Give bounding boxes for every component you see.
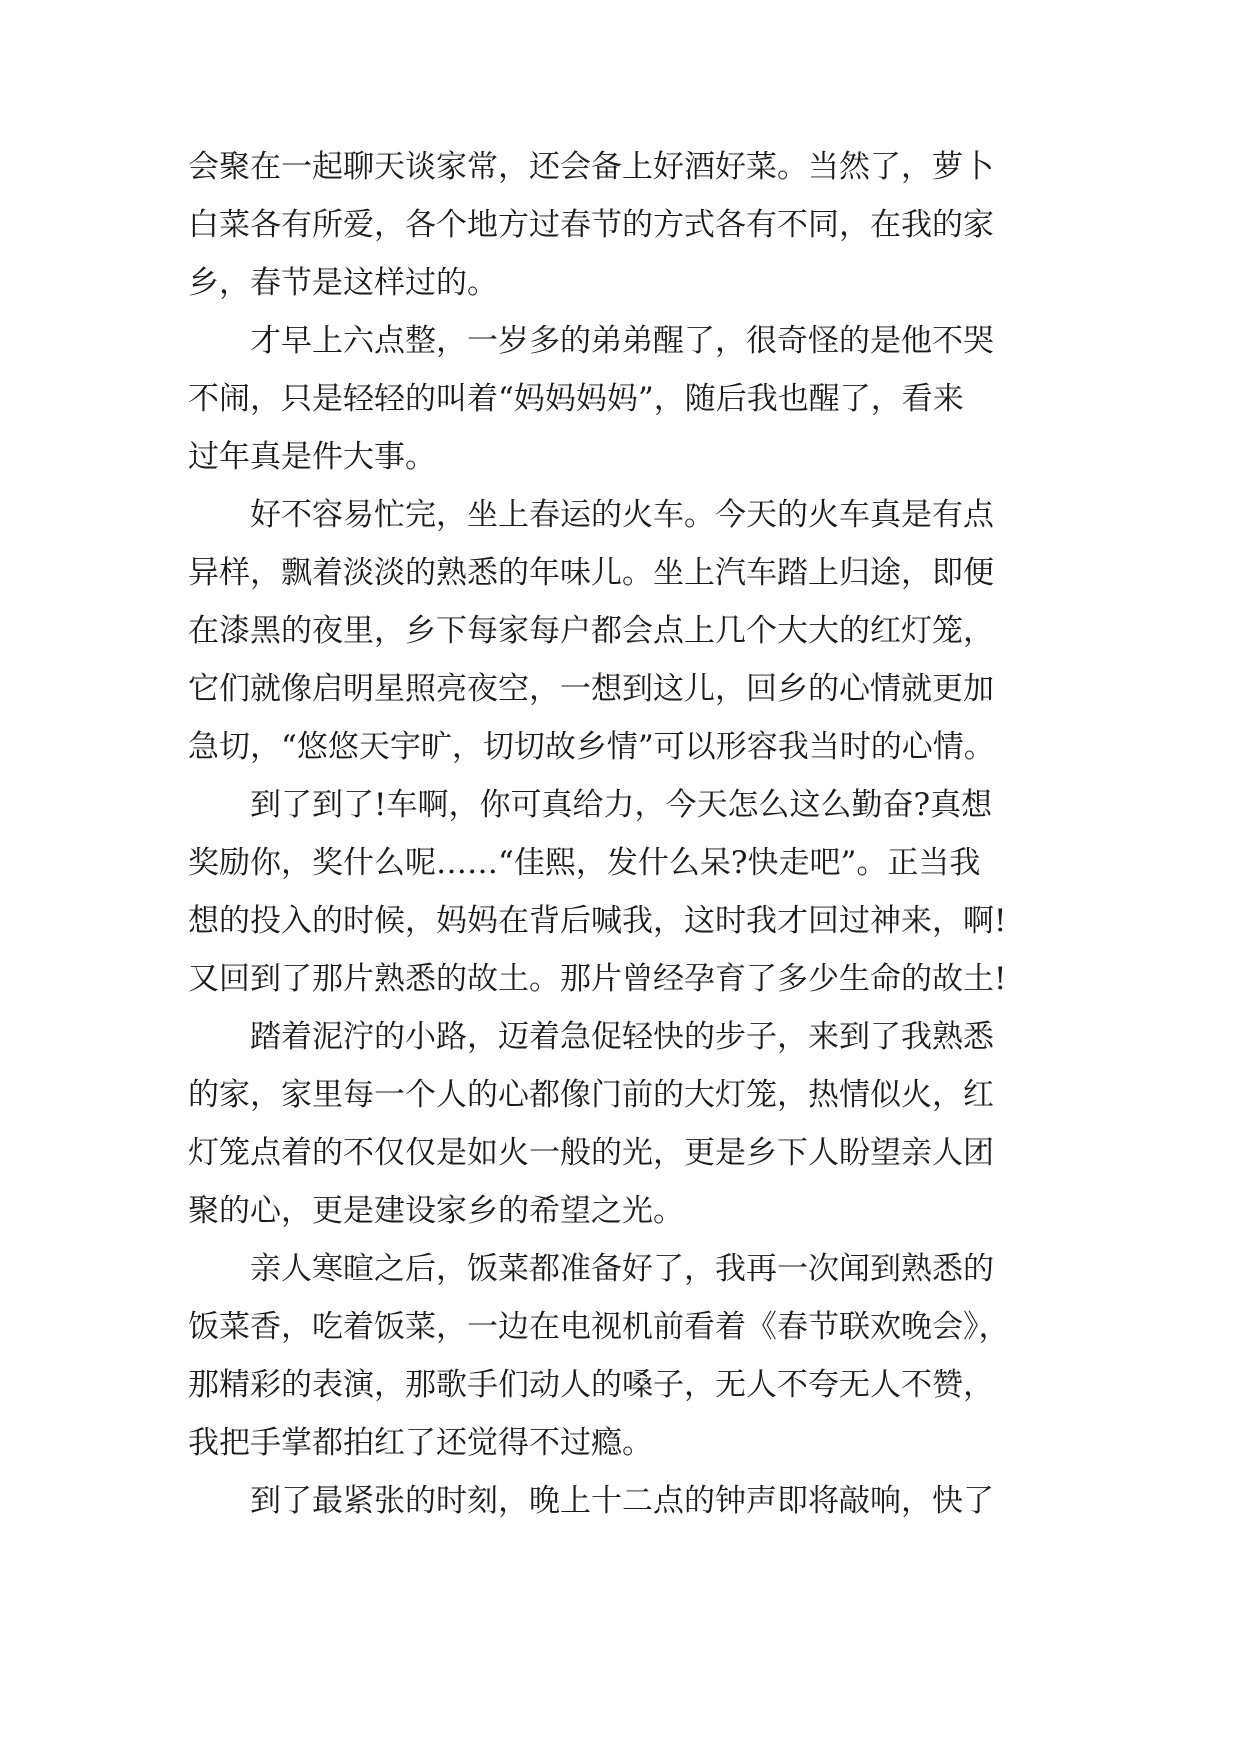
- paragraph: [188, 776, 1048, 1008]
- text-line: 会聚在一起聊天谈家常，还会备上好酒好菜。当然了，萝卜: [188, 149, 994, 185]
- text-line: 异样，飘着淡淡的熟悉的年味儿。坐上汽车踏上归途，即便: [188, 555, 994, 591]
- text-line: 白菜各有所爱，各个地方过春节的方式各有不同，在我的家: [188, 207, 994, 243]
- text-line: 饭菜香，吃着饭菜，一边在电视机前看着《春节联欢晚会》，: [188, 1309, 1010, 1345]
- text-line: 我把手掌都拍红了还觉得不过瘾。: [188, 1425, 653, 1461]
- text-line: 踏着泥泞的小路，迈着急促轻快的步子，来到了我熟悉: [250, 1019, 994, 1055]
- paragraph: [188, 1240, 1048, 1472]
- essay-body: [188, 138, 1048, 1530]
- paragraph: [188, 486, 1048, 776]
- paragraph: [188, 1008, 1048, 1240]
- text-line: 想的投入的时候，妈妈在背后喊我，这时我才回过神来，啊!: [188, 903, 1007, 939]
- text-line: 奖励你，奖什么呢……“佳熙，发什么呆?快走吧”。正当我: [188, 845, 981, 881]
- text-line: 它们就像启明星照亮夜空，一想到这儿，回乡的心情就更加: [188, 671, 994, 707]
- text-line: 急切，“悠悠天宇旷，切切故乡情”可以形容我当时的心情。: [188, 729, 995, 765]
- text-line: 好不容易忙完，坐上春运的火车。今天的火车真是有点: [250, 497, 994, 533]
- paragraph: [188, 312, 1048, 486]
- text-line: 乡，春节是这样过的。: [188, 265, 498, 301]
- text-line: 到了到了!车啊，你可真给力，今天怎么这么勤奋?真想: [250, 787, 993, 823]
- text-line: 亲人寒暄之后，饭菜都准备好了，我再一次闻到熟悉的: [250, 1251, 994, 1287]
- text-line: 又回到了那片熟悉的故土。那片曾经孕育了多少生命的故土!: [188, 961, 1007, 997]
- text-line: 那精彩的表演，那歌手们动人的嗓子，无人不夸无人不赞，: [188, 1367, 994, 1403]
- text-line: 才早上六点整，一岁多的弟弟醒了，很奇怪的是他不哭: [250, 323, 994, 359]
- text-line: 在漆黑的夜里，乡下每家每户都会点上几个大大的红灯笼，: [188, 613, 994, 649]
- text-line: 聚的心，更是建设家乡的希望之光。: [188, 1193, 684, 1229]
- text-line: 灯笼点着的不仅仅是如火一般的光，更是乡下人盼望亲人团: [188, 1135, 994, 1171]
- text-line: 不闹，只是轻轻的叫着“妈妈妈妈”，随后我也醒了，看来: [188, 381, 964, 417]
- paragraph: [188, 138, 1048, 312]
- paragraph: [188, 1472, 1048, 1530]
- text-line: 的家，家里每一个人的心都像门前的大灯笼，热情似火，红: [188, 1077, 994, 1113]
- text-line: 过年真是件大事。: [188, 439, 436, 475]
- text-line: 到了最紧张的时刻，晚上十二点的钟声即将敲响，快了: [250, 1483, 994, 1519]
